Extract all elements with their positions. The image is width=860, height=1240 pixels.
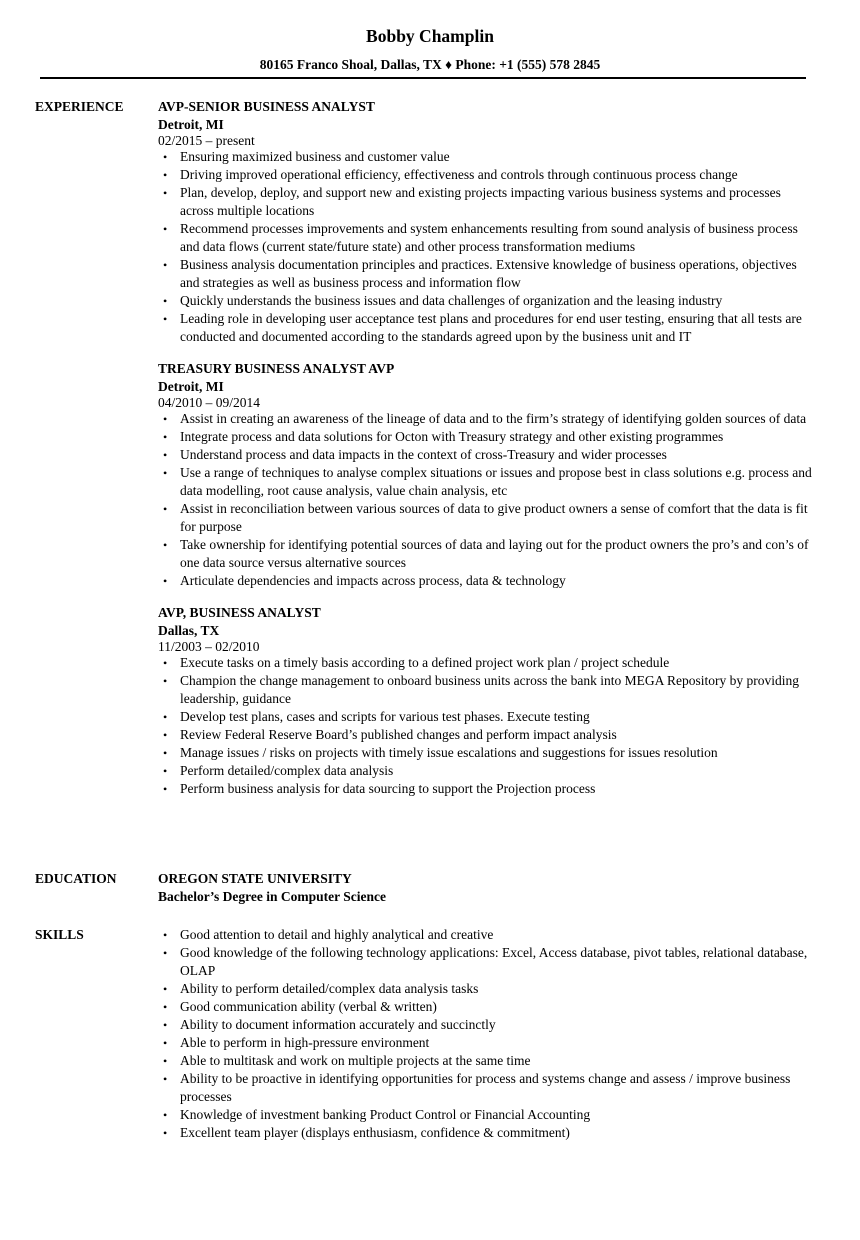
bullet-icon: • (163, 1036, 168, 1050)
job-entry (158, 98, 813, 346)
candidate-name: Bobby Champlin (366, 26, 494, 46)
experience-list (158, 98, 813, 812)
bullet-item (158, 446, 813, 464)
bullet-icon: • (163, 1000, 168, 1014)
bullet-item (158, 726, 813, 744)
bullet-text: Take ownership for identifying potential sources of data and laying out for the product owners the pro’s and con’s of one data source versus alternative sources (180, 537, 809, 570)
job-entry (158, 604, 813, 798)
job-bullets (158, 654, 813, 798)
bullet-text: Execute tasks on a timely basis according to a defined project work plan / project schedule (180, 655, 670, 670)
bullet-item (158, 166, 813, 184)
bullet-item (158, 762, 813, 780)
bullet-item (158, 654, 813, 672)
education-body (158, 870, 813, 905)
header-divider (40, 77, 806, 79)
bullet-item (158, 744, 813, 762)
job-dates: 11/2003 – 02/2010 (158, 639, 260, 654)
skill-item (158, 944, 813, 980)
bullet-text: Understand process and data impacts in the context of cross-Treasury and wider processes (180, 447, 667, 462)
bullet-icon: • (163, 674, 168, 688)
school-name: OREGON STATE UNIVERSITY (158, 871, 352, 886)
skill-item (158, 980, 813, 998)
bullet-item (158, 220, 813, 256)
job-bullets (158, 410, 813, 590)
bullet-text: Business analysis documentation principles and practices. Extensive knowledge of business operations, objectives and strategies as well as business process and information flow (180, 257, 797, 290)
bullet-item (158, 780, 813, 798)
job-location: Detroit, MI (158, 117, 224, 132)
bullet-icon: • (163, 982, 168, 996)
bullet-icon: • (163, 538, 168, 552)
skills-heading: SKILLS (35, 927, 84, 942)
experience-heading: EXPERIENCE (35, 99, 124, 114)
job-title: AVP-SENIOR BUSINESS ANALYST (158, 99, 375, 114)
bullet-item (158, 464, 813, 500)
bullet-icon: • (163, 502, 168, 516)
bullet-text: Champion the change management to onboard business units across the bank into MEGA Repository by providing leadership, guidance (180, 673, 800, 706)
bullet-icon: • (163, 656, 168, 670)
bullet-text: Develop test plans, cases and scripts for various test phases. Execute testing (180, 709, 590, 724)
skill-item (158, 1034, 813, 1052)
skill-item (158, 1070, 813, 1106)
job-location: Detroit, MI (158, 379, 224, 394)
bullet-icon: • (163, 258, 168, 272)
skills-body (158, 926, 813, 1142)
bullet-item (158, 428, 813, 446)
bullet-icon: • (163, 448, 168, 462)
bullet-icon: • (163, 1108, 168, 1122)
skill-item (158, 1106, 813, 1124)
bullet-icon: • (163, 312, 168, 326)
bullet-item (158, 536, 813, 572)
bullet-item (158, 708, 813, 726)
bullet-icon: • (163, 574, 168, 588)
skill-item (158, 998, 813, 1016)
bullet-text: Assist in reconciliation between various sources of data to give product owners a sense of comfort that the data is fit for purpose (180, 501, 808, 534)
job-dates: 02/2015 – present (158, 133, 255, 148)
bullet-item (158, 310, 813, 346)
bullet-item (158, 500, 813, 536)
bullet-icon: • (163, 1018, 168, 1032)
bullet-icon: • (163, 1054, 168, 1068)
bullet-text: Perform detailed/complex data analysis (180, 763, 394, 778)
bullet-icon: • (163, 294, 168, 308)
job-entry (158, 360, 813, 590)
skill-item (158, 1052, 813, 1070)
skill-text: Good knowledge of the following technology applications: Excel, Access database, pivot tables, relational database, OLAP (180, 945, 808, 978)
bullet-item (158, 672, 813, 708)
bullet-icon: • (163, 186, 168, 200)
bullet-icon: • (163, 1072, 168, 1086)
bullet-icon: • (163, 928, 168, 942)
bullet-icon: • (163, 150, 168, 164)
bullet-icon: • (163, 746, 168, 760)
bullet-text: Driving improved operational efficiency, effectiveness and controls through continuous process change (180, 167, 738, 182)
bullet-text: Plan, develop, deploy, and support new and existing projects impacting various business systems and processes across multiple locations (180, 185, 781, 218)
skill-item (158, 1124, 813, 1142)
skill-text: Excellent team player (displays enthusiasm, confidence & commitment) (180, 1125, 570, 1140)
resume-header (0, 0, 860, 73)
bullet-text: Articulate dependencies and impacts across process, data & technology (180, 573, 566, 588)
skill-item (158, 1016, 813, 1034)
bullet-item (158, 410, 813, 428)
bullet-text: Review Federal Reserve Board’s published changes and perform impact analysis (180, 727, 617, 742)
job-dates: 04/2010 – 09/2014 (158, 395, 261, 410)
bullet-icon: • (163, 728, 168, 742)
bullet-icon: • (163, 412, 168, 426)
degree: Bachelor’s Degree in Computer Science (158, 889, 386, 904)
bullet-item (158, 292, 813, 310)
bullet-text: Ensuring maximized business and customer value (180, 149, 450, 164)
skill-text: Able to multitask and work on multiple projects at the same time (180, 1053, 531, 1068)
bullet-text: Integrate process and data solutions for Octon with Treasury strategy and other existing programmes (180, 429, 724, 444)
bullet-icon: • (163, 466, 168, 480)
bullet-icon: • (163, 764, 168, 778)
bullet-icon: • (163, 1126, 168, 1140)
skill-text: Good attention to detail and highly analytical and creative (180, 927, 494, 942)
skills-list (158, 926, 813, 1142)
bullet-item (158, 256, 813, 292)
education-heading: EDUCATION (35, 871, 117, 886)
bullet-icon: • (163, 782, 168, 796)
skill-text: Ability to document information accurately and succinctly (180, 1017, 496, 1032)
skill-text: Good communication ability (verbal & written) (180, 999, 437, 1014)
skill-text: Able to perform in high-pressure environment (180, 1035, 430, 1050)
job-title: TREASURY BUSINESS ANALYST AVP (158, 361, 395, 376)
bullet-text: Assist in creating an awareness of the lineage of data and to the firm’s strategy of identifying golden sources of data (180, 411, 807, 426)
skill-text: Knowledge of investment banking Product Control or Financial Accounting (180, 1107, 591, 1122)
skill-text: Ability to perform detailed/complex data analysis tasks (180, 981, 479, 996)
bullet-icon: • (163, 222, 168, 236)
bullet-icon: • (163, 710, 168, 724)
bullet-text: Recommend processes improvements and system enhancements resulting from sound analysis of business process and data flows (current state/future state) and other process transformation mediums (180, 221, 798, 254)
skill-text: Ability to be proactive in identifying opportunities for process and systems change and assess / improve business processes (180, 1071, 791, 1104)
bullet-text: Use a range of techniques to analyse complex situations or issues and propose best in class solutions e.g. process and data modelling, root cause analysis, value chain analysis, etc (180, 465, 812, 498)
bullet-icon: • (163, 946, 168, 960)
bullet-item (158, 148, 813, 166)
bullet-item (158, 184, 813, 220)
job-location: Dallas, TX (158, 623, 220, 638)
bullet-text: Manage issues / risks on projects with timely issue escalations and suggestions for issues resolution (180, 745, 718, 760)
job-title: AVP, BUSINESS ANALYST (158, 605, 321, 620)
bullet-icon: • (163, 430, 168, 444)
bullet-item (158, 572, 813, 590)
contact-line: 80165 Franco Shoal, Dallas, TX ♦ Phone: +1 (555) 578 2845 (259, 57, 601, 72)
bullet-text: Perform business analysis for data sourcing to support the Projection process (180, 781, 596, 796)
skill-item (158, 926, 813, 944)
job-bullets (158, 148, 813, 346)
bullet-text: Quickly understands the business issues and data challenges of organization and the leasing industry (180, 293, 723, 308)
bullet-text: Leading role in developing user acceptance test plans and procedures for end user testing, ensuring that all tests are conducted and documented according to the standards agreed upon by the business unit and IT (180, 311, 802, 344)
bullet-icon: • (163, 168, 168, 182)
